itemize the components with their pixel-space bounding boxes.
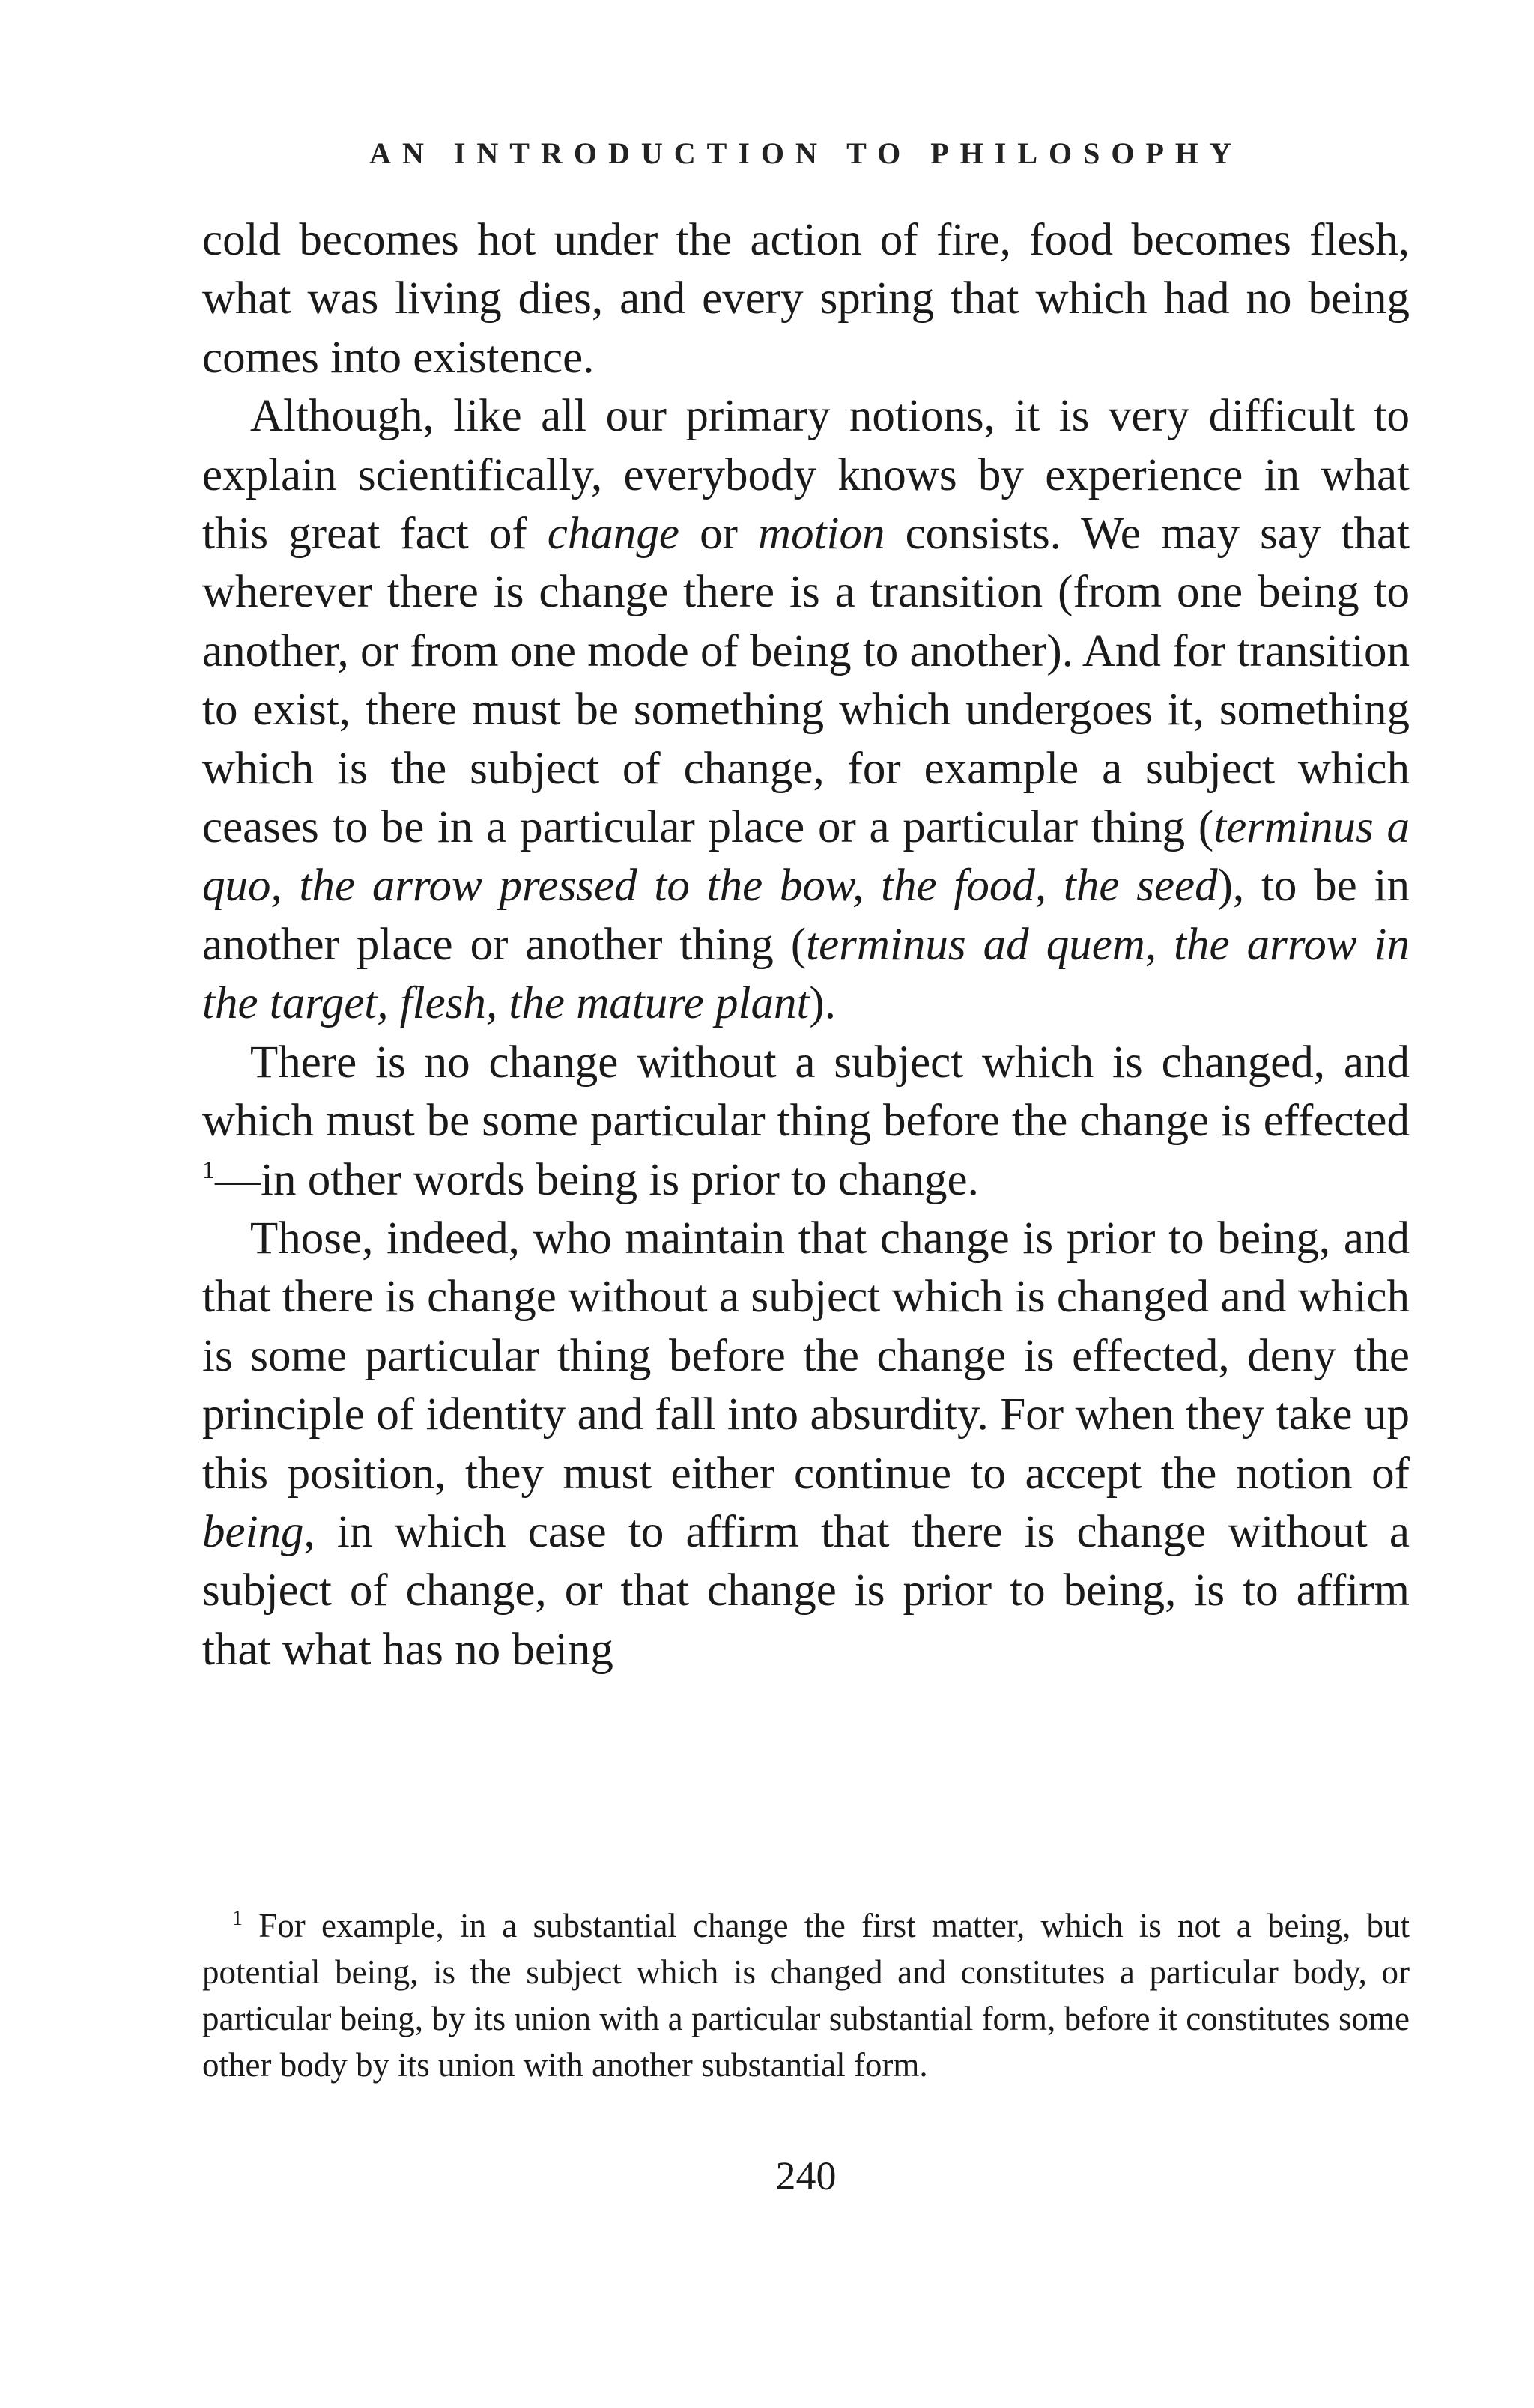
paragraph-2 (202, 387, 1410, 1033)
italic-terminus-a-quo: terminus a quo, the arrow pressed to the bow, the food, the seed (202, 802, 1410, 912)
paragraph-3-text-1: There is no change without a subject which is changed, and which must be some particular thing before the change is effected (202, 1037, 1410, 1147)
paragraph-4-text-1: Those, indeed, who maintain that change is prior to being, and that there is change without a subject which is changed and which is some particular thing before the change is effected, deny the principle of identity and fall into absurdity. For when they take up this position, they must either continue to accept the notion of (202, 1213, 1410, 1499)
paragraph-4-text-2: , in which case to affirm that there is change without a subject of change, or that change is prior to being, is to affirm that what has no being (202, 1506, 1410, 1675)
paragraph-4 (202, 1210, 1410, 1679)
paragraph-1-text: cold becomes hot under the action of fire, food becomes flesh, what was living dies, and every spring that which had no being comes into existence. (202, 215, 1410, 383)
paragraph-1 (202, 211, 1410, 387)
footnote-1-text: For example, in a substantial change the first matter, which is not a being, but potential being, is the subject which is changed and constitutes a particular body, or particular being, by its union with a particular substantial form, before it constitutes some other body by its union with another substantial form. (202, 1907, 1410, 2084)
italic-terminus-ad-quem: terminus ad quem, the arrow in the target, flesh, the mature plant (202, 919, 1410, 1029)
paragraph-2-text-2: or (679, 509, 759, 559)
paragraph-2-text-4: ), to be in another place or another thing ( (202, 861, 1410, 970)
footnote-reference[interactable]: 1 (202, 1156, 215, 1184)
footnote-mark: 1 (232, 1907, 243, 1930)
paragraph-3 (202, 1034, 1410, 1210)
book-page (202, 0, 1410, 2408)
body-text (202, 211, 1410, 1679)
paragraph-2-text-3: consists. We may say that wherever there is change there is a transition (from one being to another, or from one mode of being to another). And for transition to exist, there must be something which undergoes it, something which is the subject of change, for example a subject which ceases to be in a particular place or a particular thing ( (202, 509, 1410, 853)
footnotes (202, 1902, 1410, 2088)
paragraph-3-text-2: —in other words being is prior to change. (215, 1154, 979, 1205)
paragraph-2-text-5: ). (809, 978, 836, 1029)
italic-being: being (202, 1506, 304, 1557)
paragraph-2-text-1: Although, like all our primary notions, it is very difficult to explain scientifically, everybody knows by experience in what this great fact of (202, 391, 1410, 559)
page-number: 240 (775, 2153, 837, 2198)
italic-change: change (547, 509, 679, 559)
footnote-1 (202, 1902, 1410, 2088)
running-head: AN INTRODUCTION TO PHILOSOPHY (369, 136, 1243, 170)
italic-motion: motion (758, 509, 885, 559)
